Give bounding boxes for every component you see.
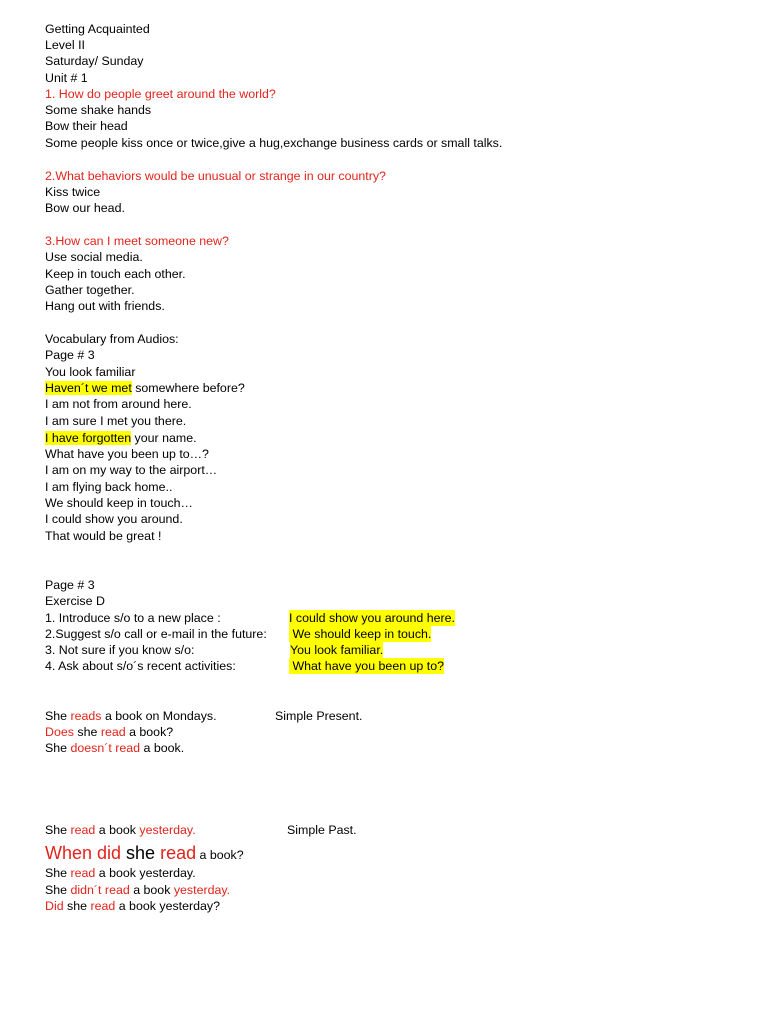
exercise-prompt: 2.Suggest s/o call or e-mail in the future: [45,627,267,641]
vocab-line: I am not from around here. [45,397,192,411]
time-word: yesterday. [139,823,196,837]
present-question [45,724,173,740]
text-part: she [121,843,161,863]
answer-line: Bow our head. [45,201,125,215]
verb: reads [70,709,102,723]
vocab-line: I am on my way to the airport… [45,463,218,477]
doc-unit: Unit # 1 [45,71,88,85]
doc-title: Getting Acquainted [45,22,150,36]
vocab-line: We should keep in touch… [45,496,193,510]
vocab-line: I am sure I met you there. [45,414,187,428]
text-part: She [45,741,71,755]
text-part: a book? [125,725,174,739]
verb: read [90,899,116,913]
past-question-large [45,842,244,866]
exercise-title: Exercise D [45,594,105,608]
question-1: 1. How do people greet around the world? [45,87,276,101]
text-part: She [45,883,71,897]
exercise-page: Page # 3 [45,578,95,592]
text-part: a book. [140,741,185,755]
verb: read [100,725,126,739]
answer-line: Some shake hands [45,103,152,117]
text-part: a book yesterday? [115,899,220,913]
negative-verb: doesn´t read [70,741,141,755]
answer-line: Hang out with friends. [45,299,165,313]
highlighted-phrase: I have forgotten [45,431,132,445]
answer-line: Some people kiss once or twice,give a hug,exchange business cards or small talks. [45,136,503,150]
vocab-line: You look familiar [45,365,136,379]
vocab-line-rest: your name. [131,431,197,445]
verb: read [160,843,197,863]
past-question [45,898,220,914]
vocab-line: I am flying back home.. [45,480,173,494]
doc-level: Level II [45,38,85,52]
exercise-prompt: 3. Not sure if you know s/o: [45,643,195,657]
text-part: a book [129,883,174,897]
text-part: a book? [196,848,244,862]
exercise-answer: We should keep in touch. [289,627,432,641]
text-part: a book on Mondays. [101,709,217,723]
vocab-line: What have you been up to…? [45,447,209,461]
auxiliary: Does [45,725,74,739]
exercise-prompt: 1. Introduce s/o to a new place : [45,611,221,625]
text-part: She [45,866,71,880]
text-part: she [63,899,91,913]
question-word: When did [45,843,122,863]
exercise-prompt: 4. Ask about s/o´s recent activities: [45,659,236,673]
negative-verb: didn´t read [70,883,130,897]
text-part: a book [95,823,140,837]
tense-label-past: Simple Past. [287,823,357,837]
question-2: 2.What behaviors would be unusual or strange in our country? [45,169,386,183]
question-3: 3.How can I meet someone new? [45,234,229,248]
vocab-line [45,380,245,396]
present-negative [45,740,184,756]
vocab-line [45,430,197,446]
text-part: she [73,725,101,739]
time-word: yesterday. [173,883,231,897]
exercise-answer: I could show you around here. [289,611,456,625]
doc-days: Saturday/ Sunday [45,54,144,68]
text-part: She [45,823,71,837]
answer-line: Gather together. [45,283,135,297]
answer-line: Kiss twice [45,185,101,199]
past-negative [45,882,230,898]
past-example [45,822,196,838]
highlighted-phrase: Haven´t we met [45,381,132,395]
answer-line: Keep in touch each other. [45,267,186,281]
vocab-line: I could show you around. [45,512,183,526]
tense-label-present: Simple Present. [275,709,363,723]
verb: read [70,866,96,880]
vocab-line: That would be great ! [45,529,162,543]
past-affirmative [45,865,196,881]
answer-line: Bow their head [45,119,128,133]
verb: read [70,823,96,837]
vocab-page: Page # 3 [45,348,95,362]
present-example [45,708,217,724]
text-part: She [45,709,71,723]
auxiliary: Did [45,899,64,913]
exercise-answer: What have you been up to? [289,659,444,673]
exercise-answer: You look familiar. [290,643,384,657]
vocab-heading: Vocabulary from Audios: [45,332,179,346]
text-part: a book yesterday. [95,866,196,880]
answer-line: Use social media. [45,250,143,264]
vocab-line-rest: somewhere before? [131,381,245,395]
